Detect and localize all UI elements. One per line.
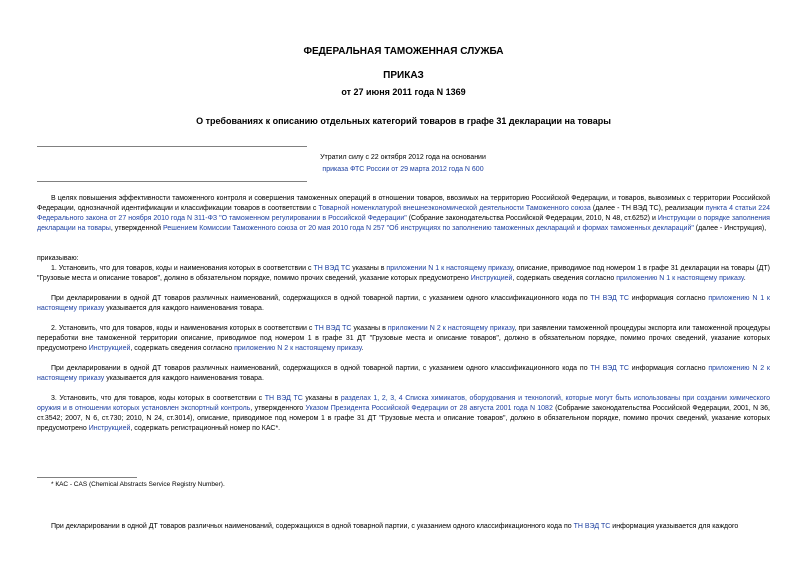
text: , содержать регистрационный номер по КАС*. bbox=[130, 425, 281, 432]
appendix-1-link[interactable]: приложению N 1 к настоящему приказу bbox=[616, 275, 744, 282]
status-note bbox=[308, 152, 498, 176]
text: 2. Установить, что для товаров, коды и наименования которых в соответствии с bbox=[51, 325, 315, 332]
text: , утвержденного bbox=[250, 405, 306, 412]
text: указывается для каждого наименования товара. bbox=[104, 375, 264, 382]
divider-bottom bbox=[37, 181, 307, 182]
appendix-2-link[interactable]: приложению N 2 к настоящему приказу bbox=[37, 365, 770, 382]
text: указаны в bbox=[302, 395, 341, 402]
tn-ved-link[interactable]: Товарной номенклатурой внешнеэкономической деятельности Таможенного союза bbox=[318, 205, 591, 212]
document-title: О требованиях к описанию отдельных категорий товаров в графе 31 декларации на товары bbox=[196, 116, 611, 126]
text: (Собрание законодательства Российской Федерации, 2010, N 48, ст.6252) и bbox=[406, 215, 658, 222]
instruction-link[interactable]: Инструкцией bbox=[88, 425, 131, 432]
chemicals-list-link[interactable]: разделах 1, 2, 3, 4 Списка химикатов, оборудования и технологий, которые могут быть использованы при создании химического оружия и в отношении которых установлен экспортный контроль bbox=[37, 395, 770, 412]
text: информация согласно bbox=[628, 295, 709, 302]
paragraph-item-1-note bbox=[37, 294, 770, 314]
tn-ved-link[interactable]: ТН ВЭД ТС bbox=[590, 295, 629, 302]
appendix-1-link[interactable]: приложении N 1 к настоящему приказу bbox=[386, 265, 513, 272]
text: (Собрание законодательства Российской Федерации, 2001, N 36, ст.3542; 2007, N 6, ст.730; 2010, N 24, ст.3014), описание, приводимое под номером 1 в графе 31 ДТ "Грузовые места и описание товаров", должно в обязательном порядке, помимо прочих сведений, указание которых предусмотрено bbox=[37, 405, 770, 432]
text: , при заявлении таможенной процедуры экспорта или таможенной процедуры переработки вне таможенной территории описание, приводимое под номером 1 в графе 31 ДТ "Грузовые места и описание товаров", должно в обязательном порядке, помимо прочих сведений, указание которых предусмотрено bbox=[37, 325, 770, 352]
paragraph-item-3 bbox=[37, 394, 770, 434]
paragraph-item-2 bbox=[37, 324, 770, 354]
text: информация указывается для каждого bbox=[610, 523, 739, 530]
appendix-2-link[interactable]: приложению N 2 к настоящему приказу bbox=[234, 345, 362, 352]
text: указаны в bbox=[350, 265, 387, 272]
appendix-2-link[interactable]: приложении N 2 к настоящему приказу bbox=[387, 325, 515, 332]
instruction-link[interactable]: Инструкции о порядке заполнения декларации на товары bbox=[37, 215, 770, 232]
text: 3. Установить, что для товаров, коды которых в соответствии с bbox=[51, 395, 265, 402]
paragraph-item-3-note bbox=[37, 522, 770, 532]
text: В целях повышения эффективности таможенного контроля и совершения таможенных операций в отношении товаров, ввозимых на территорию Российской Федерации, и товаров, вывозимых с территории Российской Федерации, однозначной идентификации и классификации товаров в соответствии с bbox=[37, 195, 770, 212]
repeal-order-link[interactable]: приказа ФТС России от 29 марта 2012 года N 600 bbox=[322, 166, 484, 173]
status-note-text: Утратил силу с 22 октября 2012 года на основании bbox=[320, 154, 486, 161]
text: информация согласно bbox=[628, 365, 709, 372]
footnote-divider bbox=[37, 477, 137, 478]
document-date: от 27 июня 2011 года N 1369 bbox=[341, 87, 466, 97]
text: , содержать сведения согласно bbox=[512, 275, 617, 282]
tn-ved-link[interactable]: ТН ВЭД ТС bbox=[313, 265, 351, 272]
agency-name: ФЕДЕРАЛЬНАЯ ТАМОЖЕННАЯ СЛУЖБА bbox=[303, 46, 504, 57]
instruction-link[interactable]: Инструкцией bbox=[88, 345, 131, 352]
federal-law-link[interactable]: пункта 4 статьи 224 Федерального закона от 27 ноября 2010 года N 311-ФЗ "О таможенном регулировании в Российской Федерации" bbox=[37, 205, 770, 222]
text: При декларировании в одной ДТ товаров различных наименований, содержащихся в одной товарной партии, с указанием одного классификационного кода по bbox=[51, 365, 591, 372]
text: . bbox=[361, 345, 364, 352]
instruction-link[interactable]: Инструкцией bbox=[470, 275, 513, 282]
tn-ved-link[interactable]: ТН ВЭД ТС bbox=[590, 365, 629, 372]
tn-ved-link[interactable]: ТН ВЭД ТС bbox=[573, 523, 611, 530]
tn-ved-link[interactable]: ТН ВЭД ТС bbox=[314, 325, 352, 332]
customs-union-decision-link[interactable]: Решением Комиссии Таможенного союза от 20 мая 2010 года N 257 "Об инструкциях по заполнению таможенных деклараций и формах таможенных деклараций" bbox=[163, 225, 694, 232]
presidential-decree-link[interactable]: Указом Президента Российской Федерации от 28 августа 2001 года N 1082 bbox=[305, 405, 553, 412]
tn-ved-link[interactable]: ТН ВЭД ТС bbox=[264, 395, 303, 402]
document-body bbox=[37, 194, 770, 434]
prikazyvayu: приказываю: bbox=[37, 255, 79, 262]
text: При декларировании в одной ДТ товаров различных наименований, содержащихся в одной товарной партии, с указанием одного классификационного кода по bbox=[51, 523, 574, 530]
text: , содержать сведения согласно bbox=[130, 345, 235, 352]
text: , утвержденной bbox=[110, 225, 164, 232]
text: указаны в bbox=[351, 325, 388, 332]
paragraph-item-1 bbox=[37, 264, 770, 284]
text: (далее - Инструкция), bbox=[693, 225, 767, 232]
text: (далее - ТН ВЭД ТС), реализации bbox=[590, 205, 706, 212]
appendix-1-link[interactable]: приложению N 1 к настоящему приказу bbox=[37, 295, 770, 312]
text: , описание, приводимое под номером 1 в графе 31 декларации на товары (ДТ) "Грузовые места и описание товаров", должно в обязательном порядке, помимо прочих сведений, указание которых предусмотрено bbox=[37, 265, 770, 282]
paragraph-item-2-note bbox=[37, 364, 770, 384]
divider-top bbox=[37, 146, 307, 147]
text: . bbox=[743, 275, 746, 282]
text: указывается для каждого наименования товара. bbox=[104, 305, 264, 312]
paragraph-preamble bbox=[37, 194, 770, 234]
document-type: ПРИКАЗ bbox=[383, 70, 424, 81]
footnote: * КАС - CAS (Chemical Abstracts Service Registry Number). bbox=[51, 481, 225, 488]
text: При декларировании в одной ДТ товаров различных наименований, содержащихся в одной товарной партии, с указанием одного классификационного кода по bbox=[51, 295, 591, 302]
text: 1. Установить, что для товаров, коды и наименования которых в соответствии с bbox=[51, 265, 314, 272]
